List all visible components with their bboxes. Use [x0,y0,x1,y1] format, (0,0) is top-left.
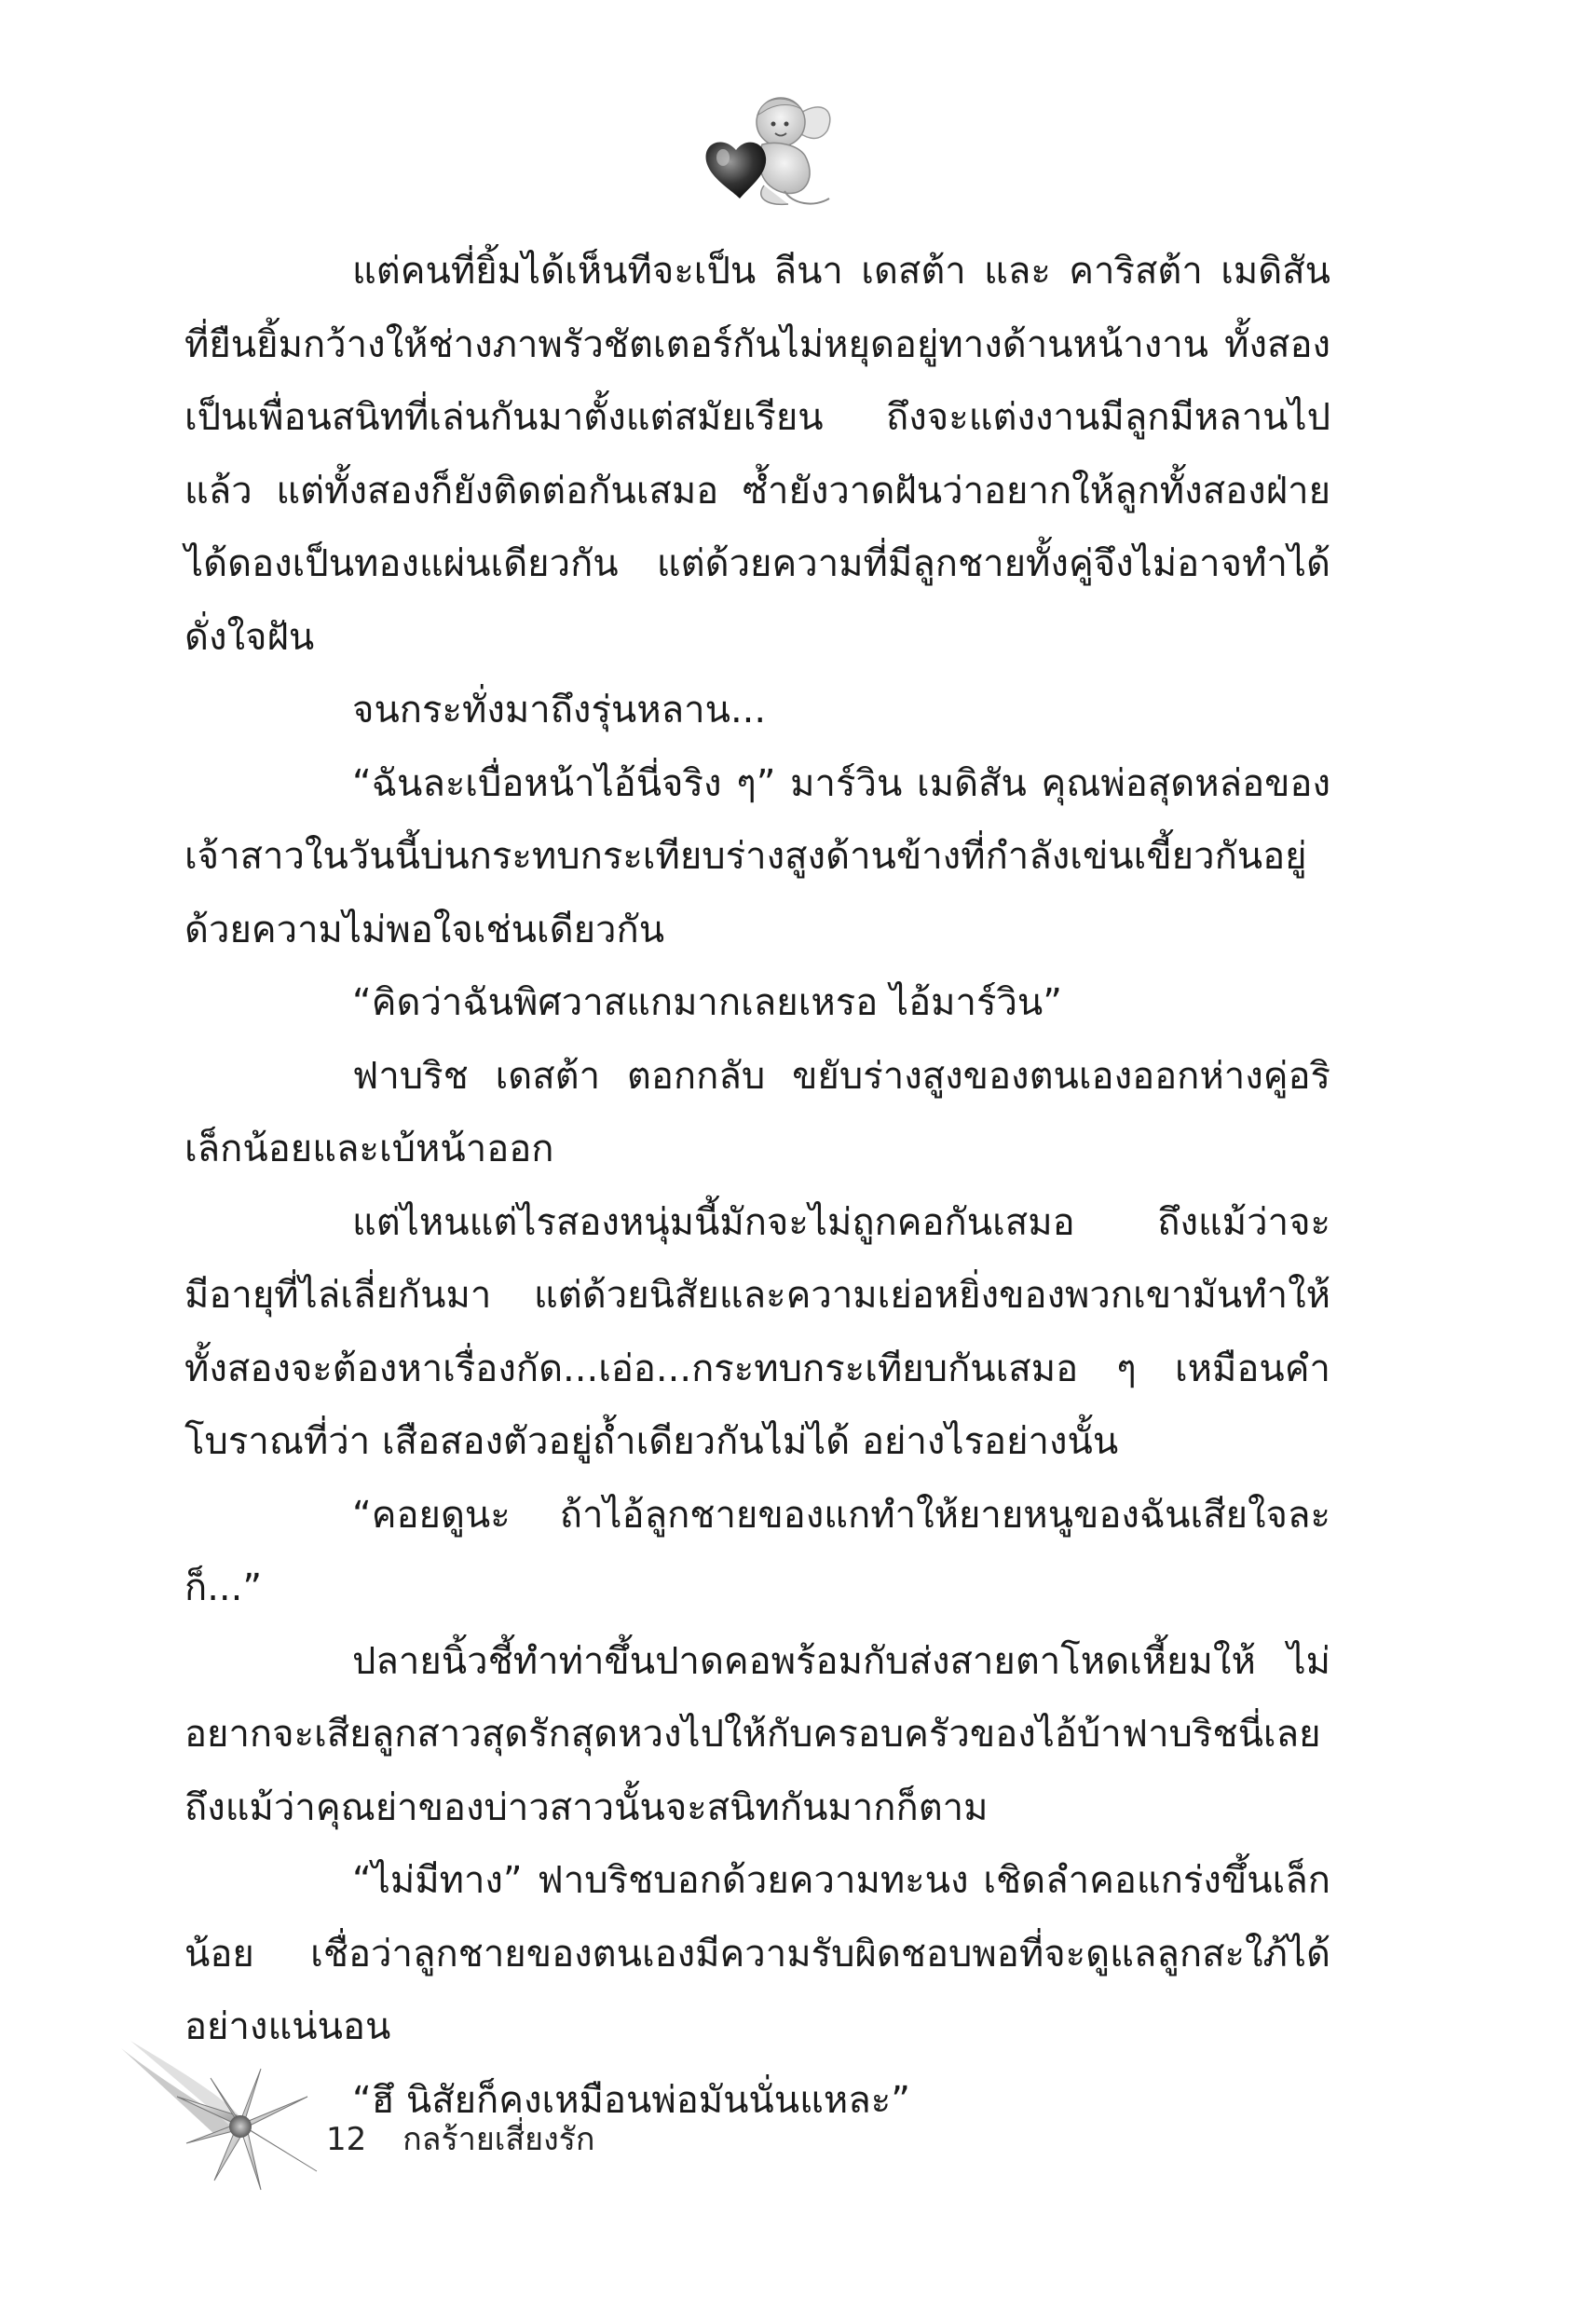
flower-icon [121,2041,345,2208]
book-title: กลร้ายเสี่ยงรัก [402,2121,595,2158]
paragraph: “คอยดูนะ ถ้าไอ้ลูกชายของแกทำให้ยายหนูของฉันเสียใจละก็...” [184,1493,1330,1609]
page-number: 12 [326,2121,367,2158]
body-text [184,235,1330,2137]
page-footer [326,2113,595,2164]
paragraph: แต่คนที่ยิ้มได้เห็นทีจะเป็น ลีนา เดสต้า และ คาริสต้า เมดิสัน ที่ยืนยิ้มกว้างให้ช่างภาพรัวชัตเตอร์กันไม่หยุดอยู่ทางด้านหน้างาน ทั้งสองเป็นเพื่อนสนิทที่เล่นกันมาตั้งแต่สมัยเรียน ถึงจะแต่งงานมีลูกมีหลานไปแล้ว แต่ทั้งสองก็ยังติดต่อกันเสมอ ซ้ำยังวาดฝันว่าอยากให้ลูกทั้งสองฝ่ายได้ดองเป็นทองแผ่นเดียวกัน แต่ด้วยความที่มีลูกชายทั้งคู่จึงไม่อาจทำได้ดั่งใจฝัน [184,250,1330,659]
cupid-heart-icon [699,89,839,210]
paragraph: “ฉันละเบื่อหน้าไอ้นี่จริง ๆ” มาร์วิน เมดิสัน คุณพ่อสุดหล่อของเจ้าสาวในวันนี้บ่นกระทบกระเทียบร่างสูงด้านข้างที่กำลังเข่นเขี้ยวกันอยู่ด้วยความไม่พอใจเช่นเดียวกัน [184,761,1330,951]
paragraph: ปลายนิ้วชี้ทำท่าขึ้นปาดคอพร้อมกับส่งสายตาโหดเหี้ยมให้ ไม่อยากจะเสียลูกสาวสุดรักสุดหวงไปให้กับครอบครัวของไอ้บ้าฟาบริชนี่เลย ถึงแม้ว่าคุณย่าของบ่าวสาวนั้นจะสนิทกันมากก็ตาม [184,1639,1330,1829]
paragraph: “ฮึ นิสัยก็คงเหมือนพ่อมันนั่นแหละ” [352,2078,910,2122]
paragraph: “ไม่มีทาง” ฟาบริชบอกด้วยความทะนง เชิดลำคอแกร่งขึ้นเล็กน้อย เชื่อว่าลูกชายของตนเองมีความรับผิดชอบพอที่จะดูแลลูกสะใภ้ได้อย่างแน่นอน [184,1859,1330,2048]
paragraph: จนกระทั่งมาถึงรุ่นหลาน... [352,689,767,732]
paragraph: ฟาบริช เดสต้า ตอกกลับ ขยับร่างสูงของตนเองออกห่างคู่อริเล็กน้อยและเบ้หน้าออก [184,1054,1330,1170]
paragraph: “คิดว่าฉันพิศวาสแกมากเลยเหรอ ไอ้มาร์วิน” [352,981,1062,1024]
paragraph: แต่ไหนแต่ไรสองหนุ่มนี้มักจะไม่ถูกคอกันเสมอ ถึงแม้ว่าจะมีอายุที่ไล่เลี่ยกันมา แต่ด้วยนิสัยและความเย่อหยิ่งของพวกเขามันทำให้ทั้งสองจะต้องหาเรื่องกัด...เอ่อ...กระทบกระเทียบกันเสมอ ๆ เหมือนคำโบราณที่ว่า เสือสองตัวอยู่ถ้ำเดียวกันไม่ได้ อย่างไรอย่างนั้น [184,1200,1330,1463]
